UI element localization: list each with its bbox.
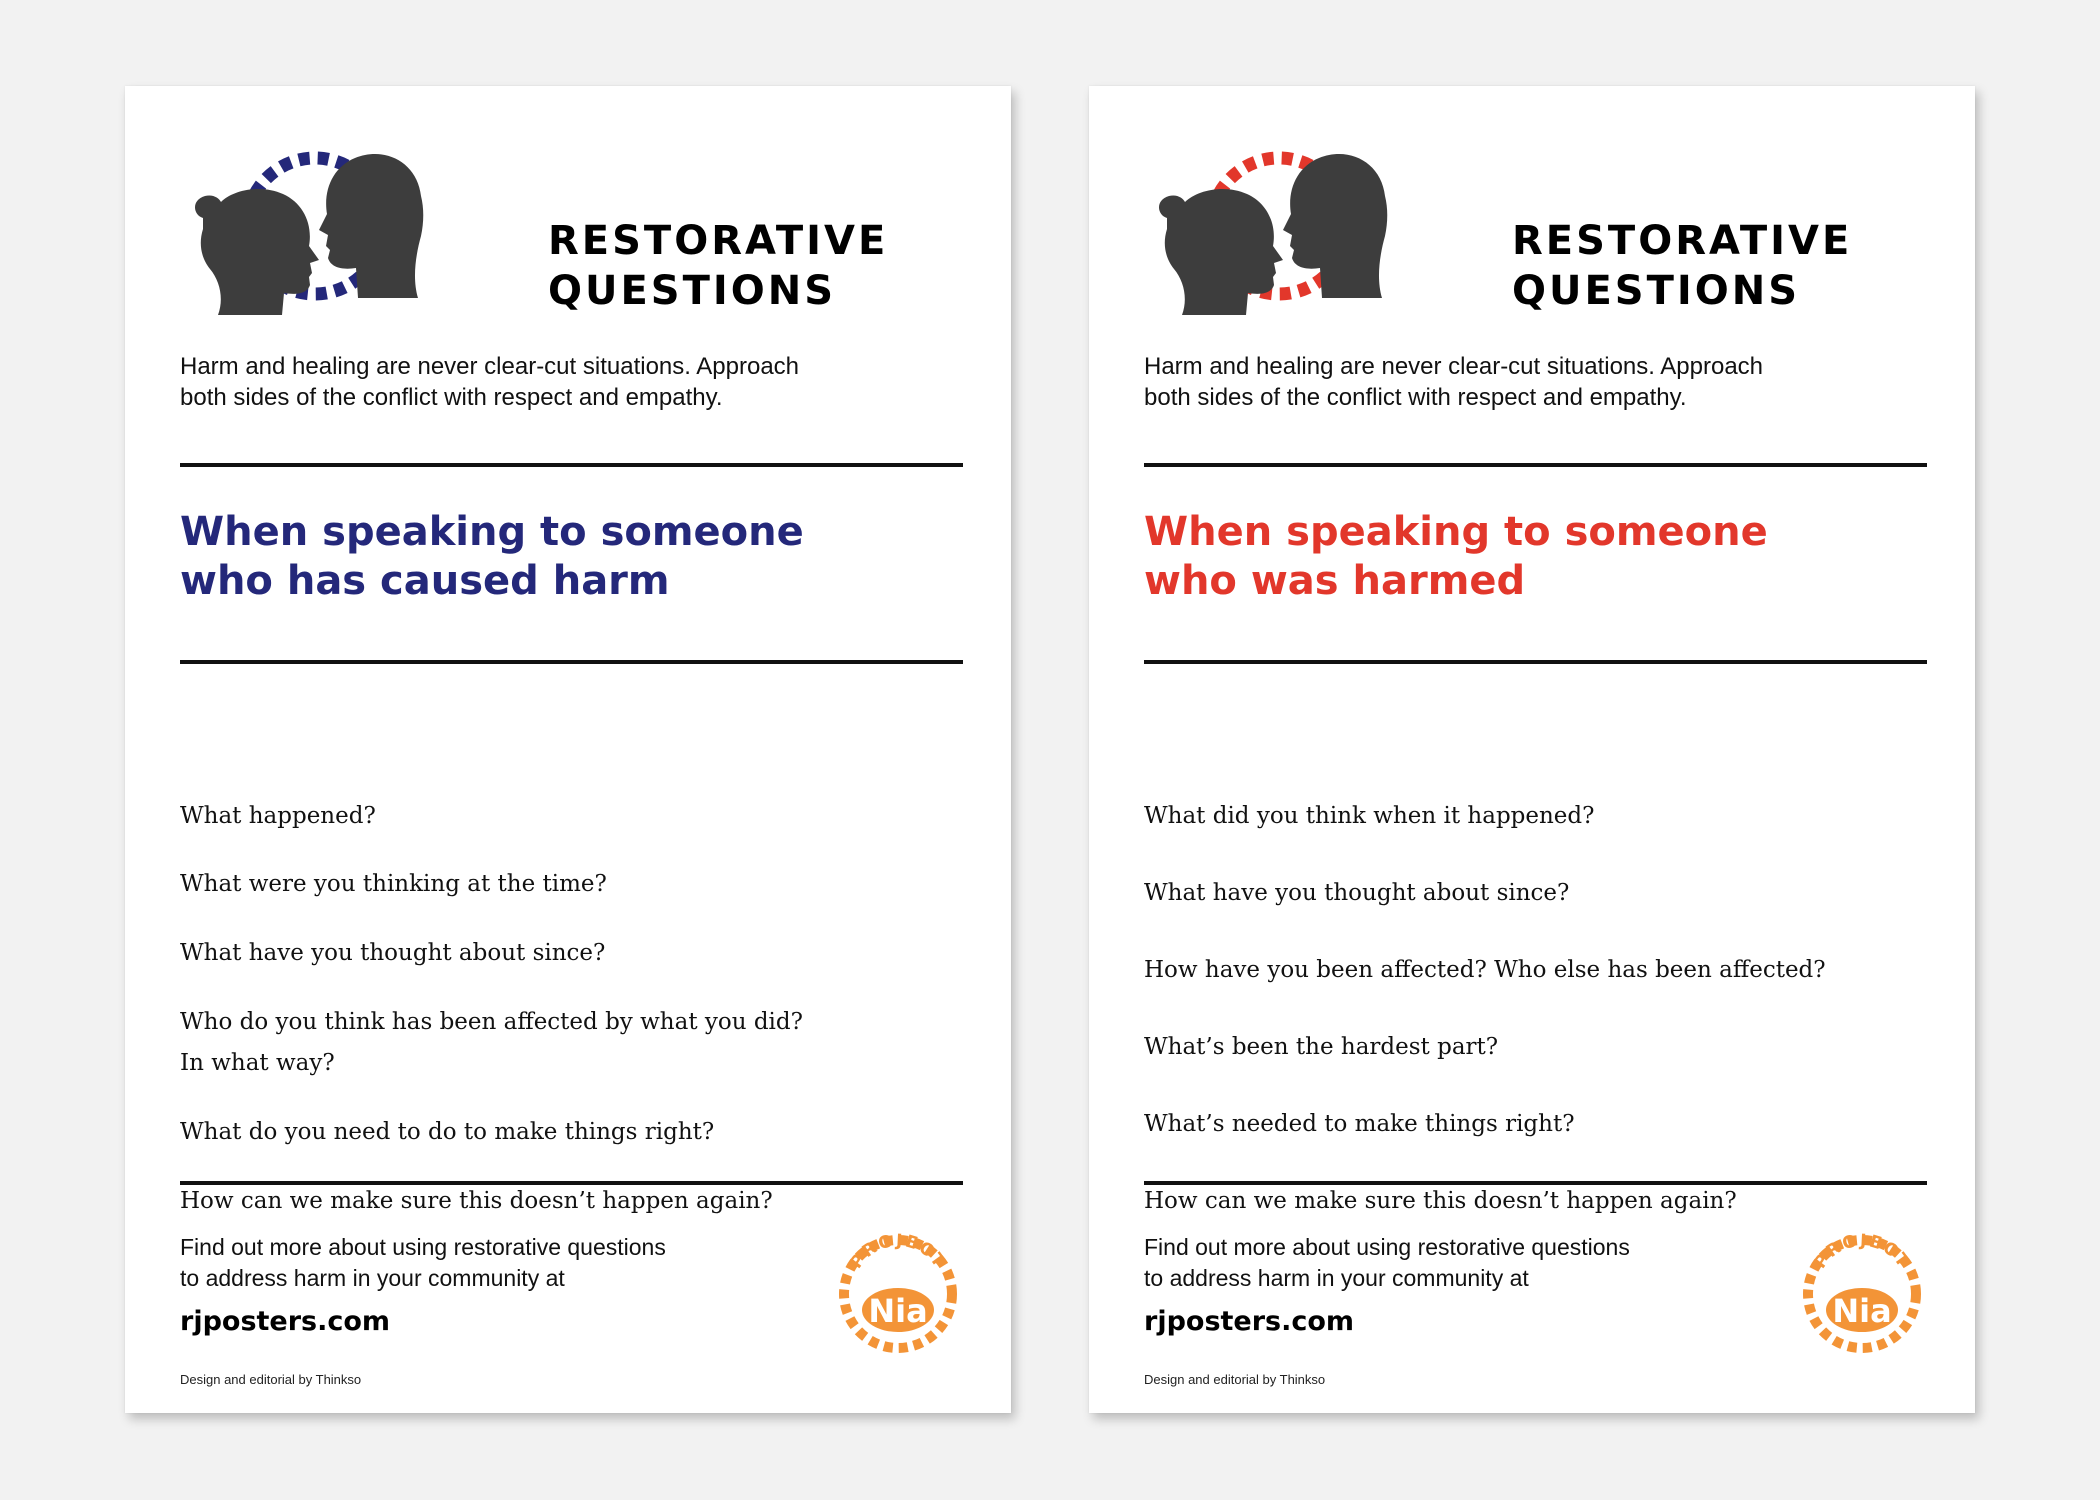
heading-line-1: When speaking to someone (180, 509, 804, 555)
divider (180, 1181, 963, 1185)
question-item (180, 1002, 803, 1084)
intro-line-1: Harm and healing are never clear-cut situations. Approach (180, 353, 800, 380)
question-item (180, 1112, 714, 1153)
website-link[interactable]: rjposters.com (1144, 1306, 1355, 1337)
logo-top-text: PROJECT (846, 1230, 950, 1273)
footer-line-2: to address harm in your community at (180, 1265, 565, 1291)
question-item (180, 864, 607, 905)
heads-icon (185, 126, 445, 326)
two-heads-illustration (1149, 126, 1409, 326)
question-item (1144, 1104, 1575, 1145)
question-text: What’s been the hardest part? (1144, 1034, 1499, 1060)
website-link[interactable]: rjposters.com (180, 1306, 391, 1337)
project-nia-logo (832, 1224, 964, 1356)
question-item (180, 1181, 773, 1222)
heading-line-2: who was harmed (1144, 558, 1526, 604)
logo-top-text: PROJECT (1810, 1230, 1914, 1273)
question-item (180, 796, 376, 837)
question-text: What happened? (180, 803, 376, 829)
audience-heading (1144, 508, 1768, 606)
question-text: What have you thought about since? (180, 940, 606, 966)
title-line-2: QUESTIONS (1512, 268, 1801, 314)
footer-text (180, 1232, 666, 1294)
question-item (180, 933, 605, 974)
poster-caused-harm (125, 86, 1011, 1413)
title-line-1: RESTORATIVE (548, 218, 889, 264)
design-credit: Design and editorial by Thinkso (180, 1372, 362, 1387)
intro-line-2: both sides of the conflict with respect and empathy. (1144, 384, 1687, 411)
question-item (1144, 796, 1594, 837)
heads-icon (1149, 126, 1409, 326)
footer-line-1: Find out more about using restorative questions (180, 1234, 666, 1260)
question-text: What did you think when it happened? (1144, 803, 1595, 829)
project-nia-logo (1796, 1224, 1928, 1356)
question-text: How have you been affected? Who else has been affected? (1144, 957, 1826, 983)
title-line-1: RESTORATIVE (1512, 218, 1853, 264)
poster-title (1512, 216, 1852, 316)
footer-line-1: Find out more about using restorative questions (1144, 1234, 1630, 1260)
design-credit: Design and editorial by Thinkso (1144, 1372, 1326, 1387)
question-text-continued: In what way? (180, 1050, 335, 1076)
heading-line-2: who has caused harm (180, 558, 670, 604)
intro-text (1144, 351, 1844, 413)
title-line-2: QUESTIONS (548, 268, 837, 314)
divider (1144, 1181, 1927, 1185)
question-text: How can we make sure this doesn’t happen again? (180, 1188, 773, 1214)
divider (1144, 463, 1927, 467)
question-item (1144, 950, 1826, 991)
question-item (1144, 1181, 1737, 1222)
divider (180, 463, 963, 467)
intro-line-2: both sides of the conflict with respect and empathy. (180, 384, 723, 411)
footer-text (1144, 1232, 1630, 1294)
question-item (1144, 873, 1569, 914)
intro-text (180, 351, 880, 413)
question-text: How can we make sure this doesn’t happen again? (1144, 1188, 1737, 1214)
logo-main-text: Nia (868, 1292, 928, 1330)
question-text: What have you thought about since? (1144, 880, 1570, 906)
divider (180, 660, 963, 664)
question-text: What’s needed to make things right? (1144, 1111, 1575, 1137)
heading-line-1: When speaking to someone (1144, 509, 1768, 555)
poster-was-harmed (1089, 86, 1975, 1413)
poster-title (548, 216, 888, 316)
intro-line-1: Harm and healing are never clear-cut situations. Approach (1144, 353, 1764, 380)
logo-main-text: Nia (1832, 1292, 1892, 1330)
divider (1144, 660, 1927, 664)
footer-line-2: to address harm in your community at (1144, 1265, 1529, 1291)
question-text: What do you need to do to make things right? (180, 1119, 715, 1145)
question-text: Who do you think has been affected by what you did? (180, 1009, 803, 1035)
two-heads-illustration (185, 126, 445, 326)
question-item (1144, 1027, 1498, 1068)
question-text: What were you thinking at the time? (180, 871, 607, 897)
audience-heading (180, 508, 804, 606)
